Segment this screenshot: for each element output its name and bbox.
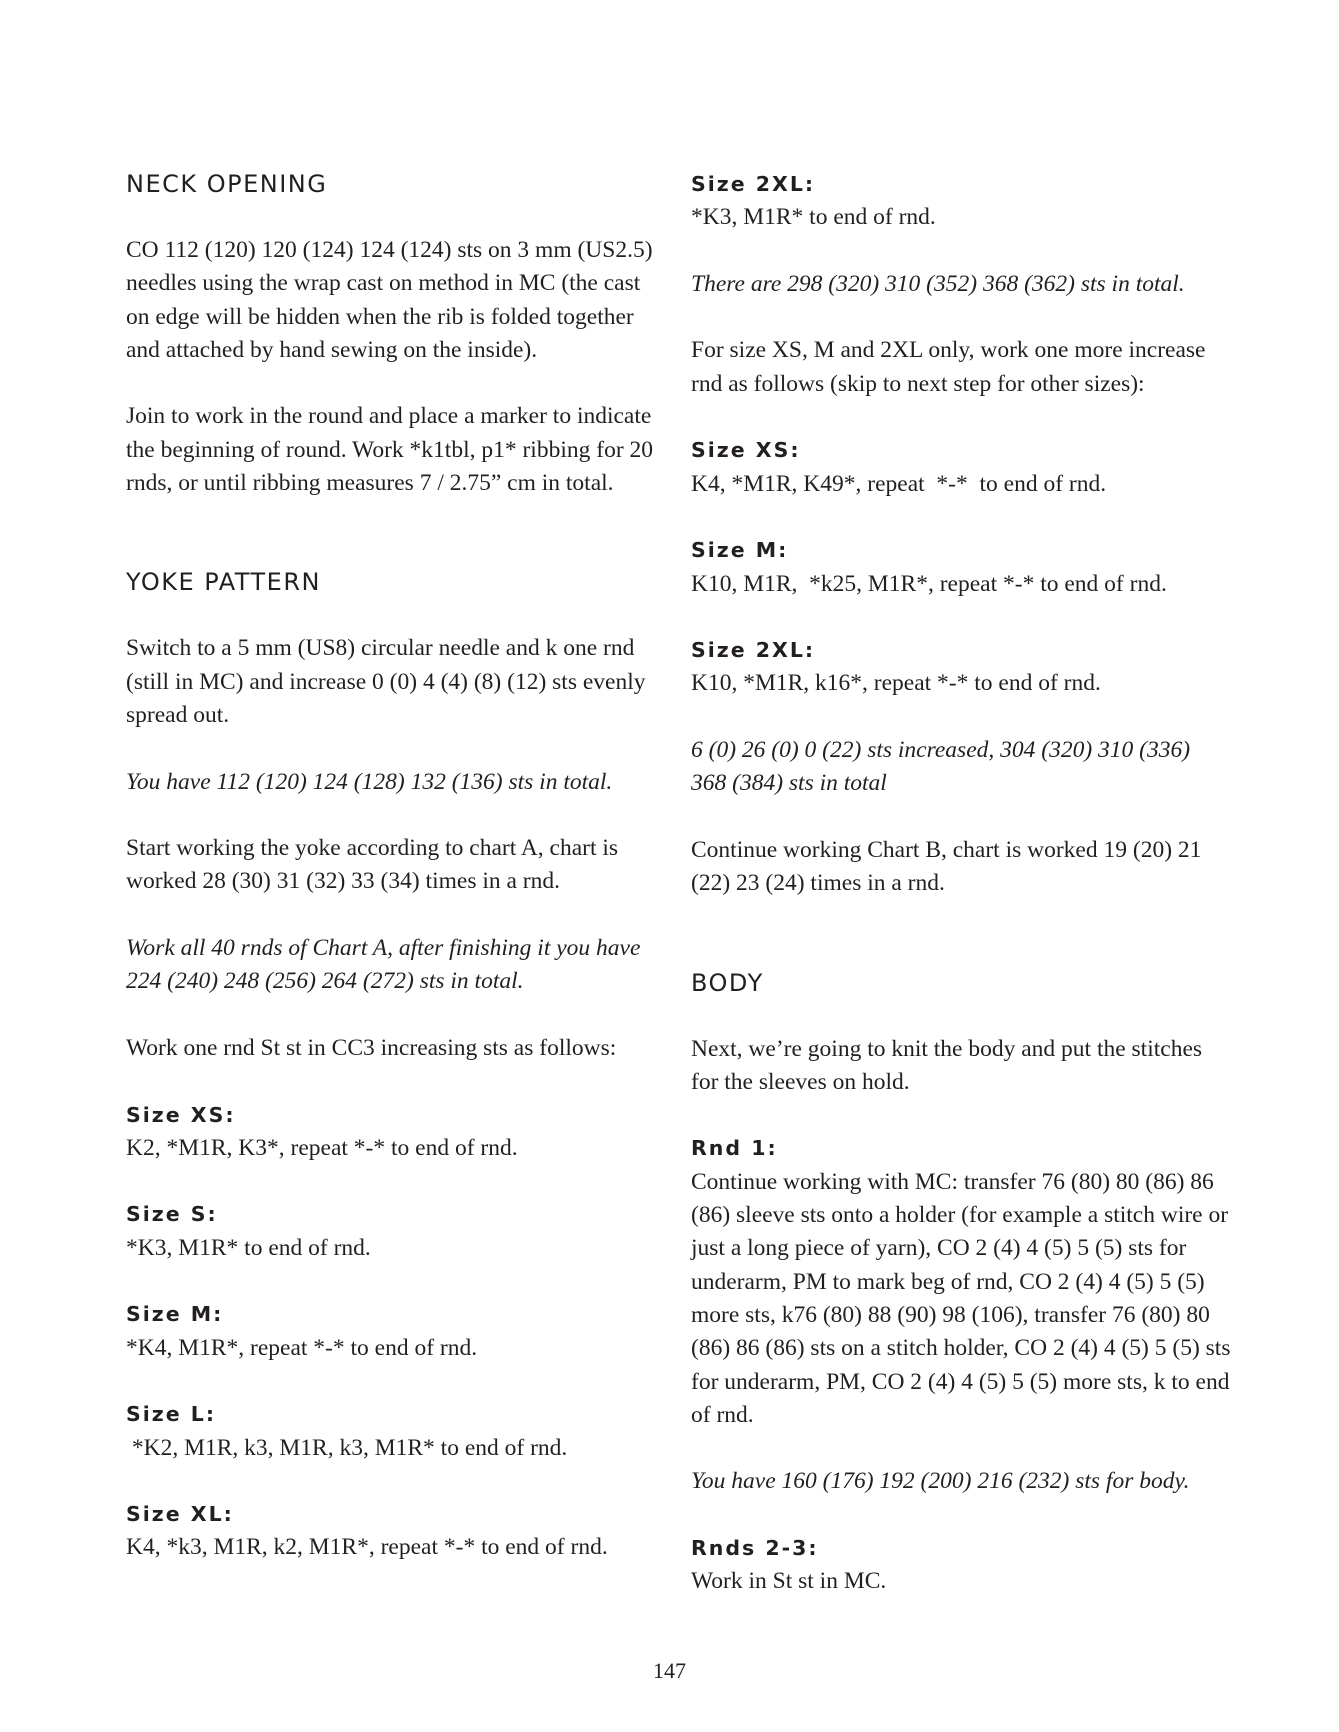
size-instruction: *K3, M1R* to end of rnd.: [691, 204, 936, 231]
body-rnd-1-block: [691, 1132, 1231, 1432]
size-instruction: *K4, M1R*, repeat *-* to end of rnd.: [126, 1334, 478, 1361]
rnd-instruction: Work in St st in MC.: [691, 1568, 887, 1595]
yoke-pattern-heading: YOKE PATTERN: [126, 568, 321, 597]
size-instruction: K10, *M1R, k16*, repeat *-* to end of rnd.: [691, 670, 1101, 697]
chart-b-paragraph: Continue working Chart B, chart is worked 19 (20) 21 (22) 23 (24) times in a rnd.: [691, 836, 1202, 897]
size-label: Size M:: [691, 538, 789, 563]
extra-size-block-2xl: [691, 634, 1231, 701]
size-instruction: K4, *M1R, K49*, repeat *-* to end of rnd.: [691, 470, 1107, 497]
extra-increase-intro: For size XS, M and 2XL only, work one more increase rnd as follows (skip to next step for other sizes):: [691, 337, 1206, 397]
body-heading: BODY: [691, 968, 764, 997]
size-label: Size 2XL:: [691, 638, 816, 663]
yoke-size-block-m: [126, 1298, 654, 1365]
body-total-note: You have 160 (176) 192 (200) 216 (232) sts for body.: [691, 1468, 1190, 1495]
size-label: Size XS:: [691, 438, 801, 463]
size-label: Size XS:: [126, 1102, 236, 1127]
neck-ribbing-paragraph: Join to work in the round and place a marker to indicate the beginning of round. Work *k1tbl, p1* ribbing for 20 rnds, or until ribbing measures 7 / 2.75” cm in total.: [126, 403, 654, 497]
yoke-increase-intro: Work one rnd St st in CC3 increasing sts as follows:: [126, 1034, 617, 1061]
rnd-instruction: Continue working with MC: transfer 76 (80) 80 (86) 86 (86) sleeve sts onto a holder (for example a stitch wire or just a long piece of yarn), CO 2 (4) 4 (5) 5 (5) sts for underarm, PM to mark beg of rnd, CO 2 (4) 4 (5) 5 (5) more sts, k76 (80) 88 (90) 98 (106), transfer 76 (80) 80 (86) 86 (86) sts on a stitch holder, CO 2 (4) 4 (5) 5 (5) sts for underarm, PM, CO 2 (4) 4 (5) 5 (5) more sts, k to end of rnd.: [691, 1168, 1231, 1428]
yoke-size-block-s: [126, 1198, 654, 1265]
yoke-size-block-xs: [126, 1099, 654, 1166]
size-instruction: *K3, M1R* to end of rnd.: [126, 1234, 371, 1261]
yoke-total-note: You have 112 (120) 124 (128) 132 (136) sts in total.: [126, 768, 613, 795]
rnd-label: Rnd 1:: [691, 1136, 778, 1161]
size-label: Size XL:: [126, 1502, 234, 1527]
body-rnds-2-3-block: [691, 1532, 1231, 1599]
yoke-chart-a-total-note: Work all 40 rnds of Chart A, after finishing it you have 224 (240) 248 (256) 264 (272) sts in total.: [126, 935, 641, 995]
size-label: Size M:: [126, 1302, 224, 1327]
left-column: [126, 168, 654, 1565]
yoke-increase-total-note: There are 298 (320) 310 (352) 368 (362) sts in total.: [691, 270, 1185, 297]
size-label: Size 2XL:: [691, 172, 816, 196]
body-intro-paragraph: Next, we’re going to knit the body and put the stitches for the sleeves on hold.: [691, 1035, 1203, 1095]
yoke-size-block-xl: [126, 1498, 654, 1565]
size-instruction: K4, *k3, M1R, k2, M1R*, repeat *-* to end of rnd.: [126, 1534, 608, 1561]
size-instruction: K10, M1R, *k25, M1R*, repeat *-* to end of rnd.: [691, 570, 1167, 597]
size-label: Size L:: [126, 1402, 217, 1427]
right-column: [691, 168, 1231, 1599]
size-instruction: *K2, M1R, k3, M1R, k3, M1R* to end of rnd.: [126, 1434, 568, 1461]
increase-summary-note: 6 (0) 26 (0) 0 (22) sts increased, 304 (320) 310 (336) 368 (384) sts in total: [691, 737, 1191, 797]
rnd-label: Rnds 2-3:: [691, 1535, 819, 1560]
yoke-size-block-2xl: [691, 168, 1231, 235]
neck-opening-heading: NECK OPENING: [126, 170, 328, 198]
extra-size-block-m: [691, 534, 1231, 601]
yoke-switch-needle-paragraph: Switch to a 5 mm (US8) circular needle and k one rnd (still in MC) and increase 0 (0) 4 (4) (8) (12) sts evenly spread out.: [126, 635, 646, 728]
yoke-chart-a-paragraph: Start working the yoke according to chart A, chart is worked 28 (30) 31 (32) 33 (34) times in a rnd.: [126, 835, 619, 895]
yoke-size-block-l: [126, 1398, 654, 1465]
neck-cast-on-paragraph: CO 112 (120) 120 (124) 124 (124) sts on 3 mm (US2.5) needles using the wrap cast on method in MC (the cast on edge will be hidden when the rib is folded together and attached by hand sewing on the inside).: [126, 237, 653, 363]
extra-size-block-xs: [691, 434, 1231, 501]
size-label: Size S:: [126, 1202, 218, 1227]
page-number: 147: [653, 1658, 686, 1683]
size-instruction: K2, *M1R, K3*, repeat *-* to end of rnd.: [126, 1134, 518, 1161]
